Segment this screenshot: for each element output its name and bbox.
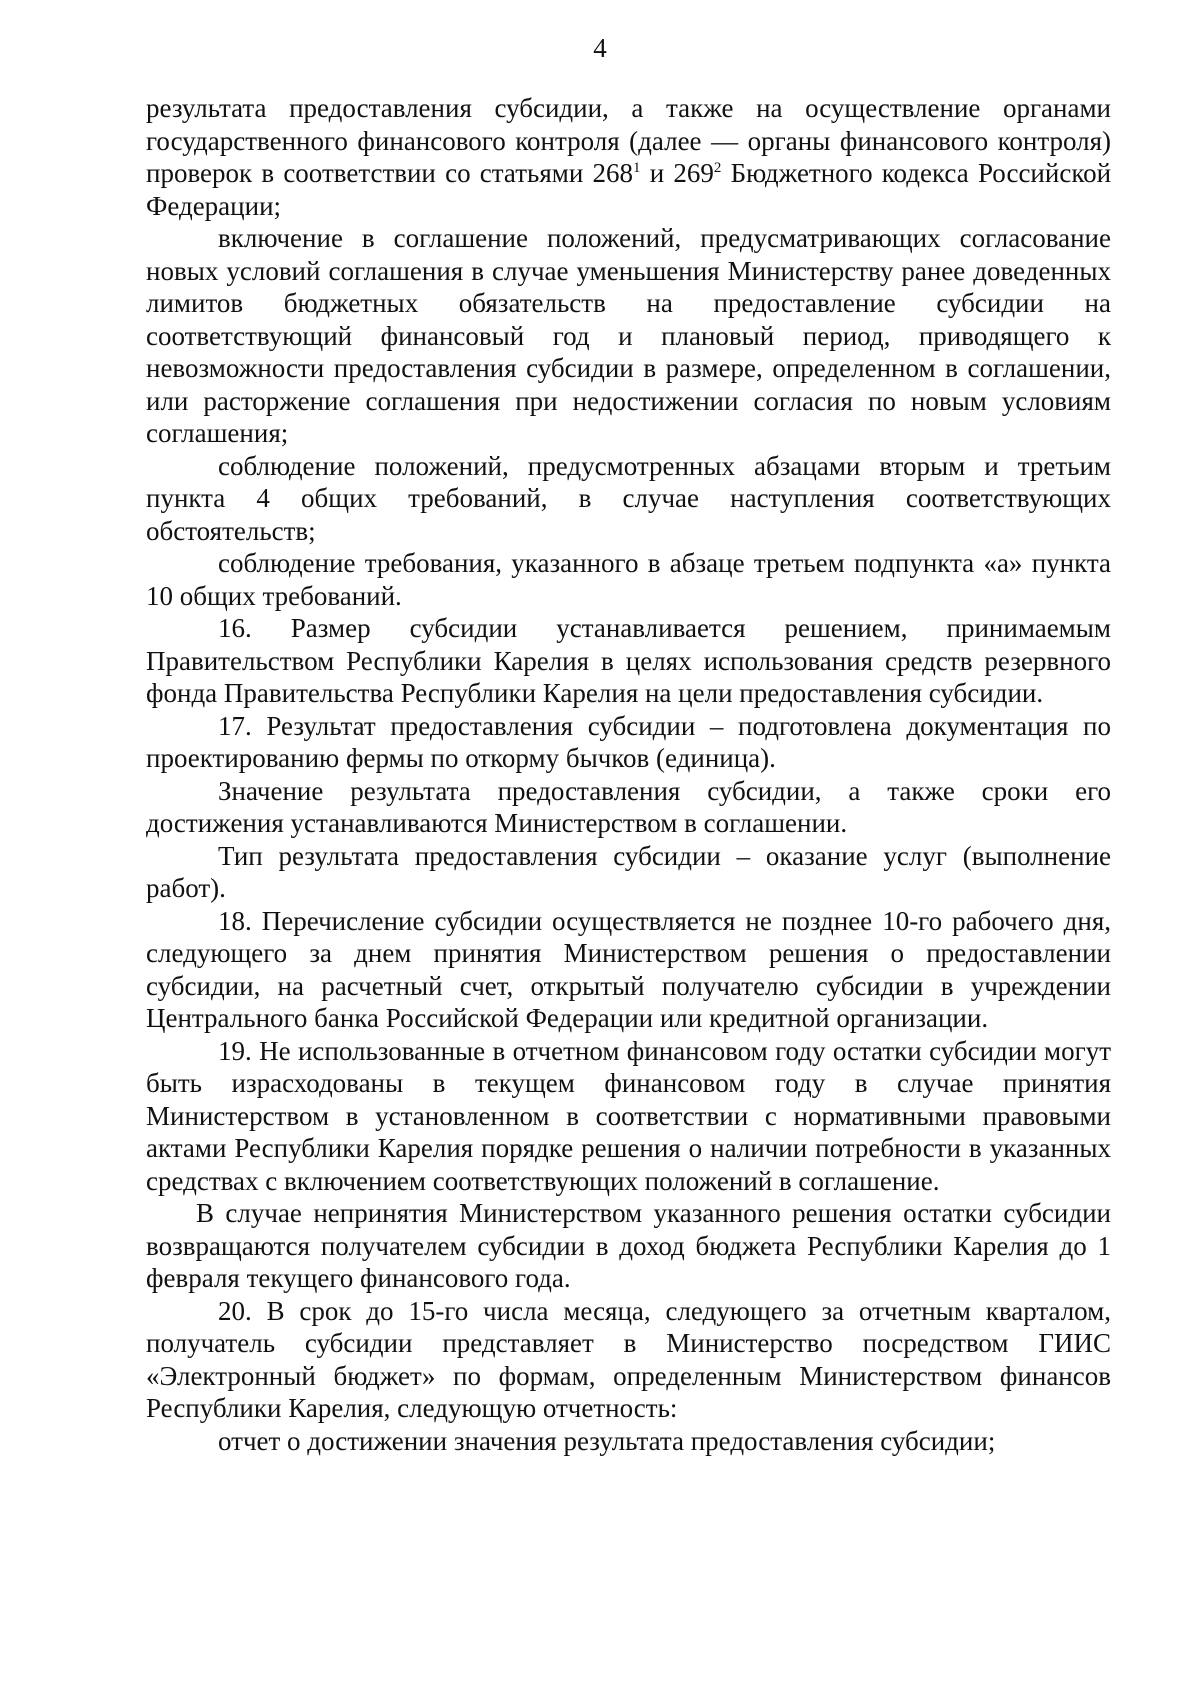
paragraph-item-20: 20. В срок до 15-го числа месяца, следующего за отчетным кварталом, получатель субсидии представляет в Министерство посредством ГИИС «Электронный бюджет» по формам, определенным Министерством финансов Республики Карелия, следующую отчетность: [146, 1295, 1111, 1423]
paragraph-continuation [146, 92, 1111, 222]
paragraph: соблюдение положений, предусмотренных абзацами вторым и третьим пункта 4 общих требований, в случае наступления соответствующих обстоятельств; [146, 450, 1111, 546]
paragraph: соблюдение требования, указанного в абзаце третьем подпункта «а» пункта 10 общих требований. [146, 548, 1111, 611]
article-reference: 269 [673, 158, 714, 188]
paragraph: Значение результата предоставления субсидии, а также сроки его достижения устанавливаются Министерством в соглашении. [146, 775, 1111, 838]
paragraph-text: результата предоставления субсидии, а также на осуществление органами государственного финансового контроля (далее — органы финансового контроля) проверок в соответствии со статьями [146, 93, 1111, 188]
paragraph: В случае непринятия Министерством указанного решения остатки субсидии возвращаются получателем субсидии в доход бюджета Республики Карелия до 1 февраля текущего финансового года. [146, 1198, 1111, 1293]
paragraph-item-19: 19. Не использованные в отчетном финансовом году остатки субсидии могут быть израсходованы в текущем финансовом году в случае принятия Министерством в установленном в соответствии с нормативными правовыми актами Республики Карелия порядке решения о наличии потребности в указанных средствах с включением соответствующих положений в соглашение. [146, 1035, 1111, 1196]
paragraph-item-16: 16. Размер субсидии устанавливается решением, принимаемым Правительством Республики Карелия в целях использования средств резервного фонда Правительства Республики Карелия на цели предоставления субсидии. [146, 613, 1111, 708]
paragraph: включение в соглашение положений, предусматривающих согласование новых условий соглашения в случае уменьшения Министерству ранее доведенных лимитов бюджетных обязательств на предоставление субсидии на соответствующий финансовый год и плановый период, приводящего к невозможности предоставления субсидии в размере, определенном в соглашении, или расторжение соглашения при недостижении согласия по новым условиям соглашения; [146, 223, 1111, 448]
paragraph-item-18: 18. Перечисление субсидии осуществляется не позднее 10-го рабочего дня, следующего за днем принятия Министерством решения о предоставлении субсидии, на расчетный счет, открытый получателю субсидии в учреждении Центрального банка Российской Федерации или кредитной организации. [146, 905, 1111, 1033]
paragraph-text: Бюджетного кодекса Российской Федерации; [146, 158, 1112, 221]
page-number: 4 [593, 33, 607, 63]
paragraph: отчет о достижении значения результата предоставления субсидии; [218, 1425, 996, 1456]
paragraph-item-17: 17. Результат предоставления субсидии – подготовлена документация по проектированию фермы по откорму бычков (единица). [146, 710, 1111, 773]
article-reference: 268 [592, 158, 633, 188]
conjunction: и [649, 158, 665, 188]
article-superscript: 2 [713, 160, 722, 176]
article-superscript: 1 [633, 160, 641, 176]
paragraph: Тип результата предоставления субсидии – оказание услуг (выполнение работ). [146, 840, 1111, 903]
document-body [146, 92, 1111, 1457]
